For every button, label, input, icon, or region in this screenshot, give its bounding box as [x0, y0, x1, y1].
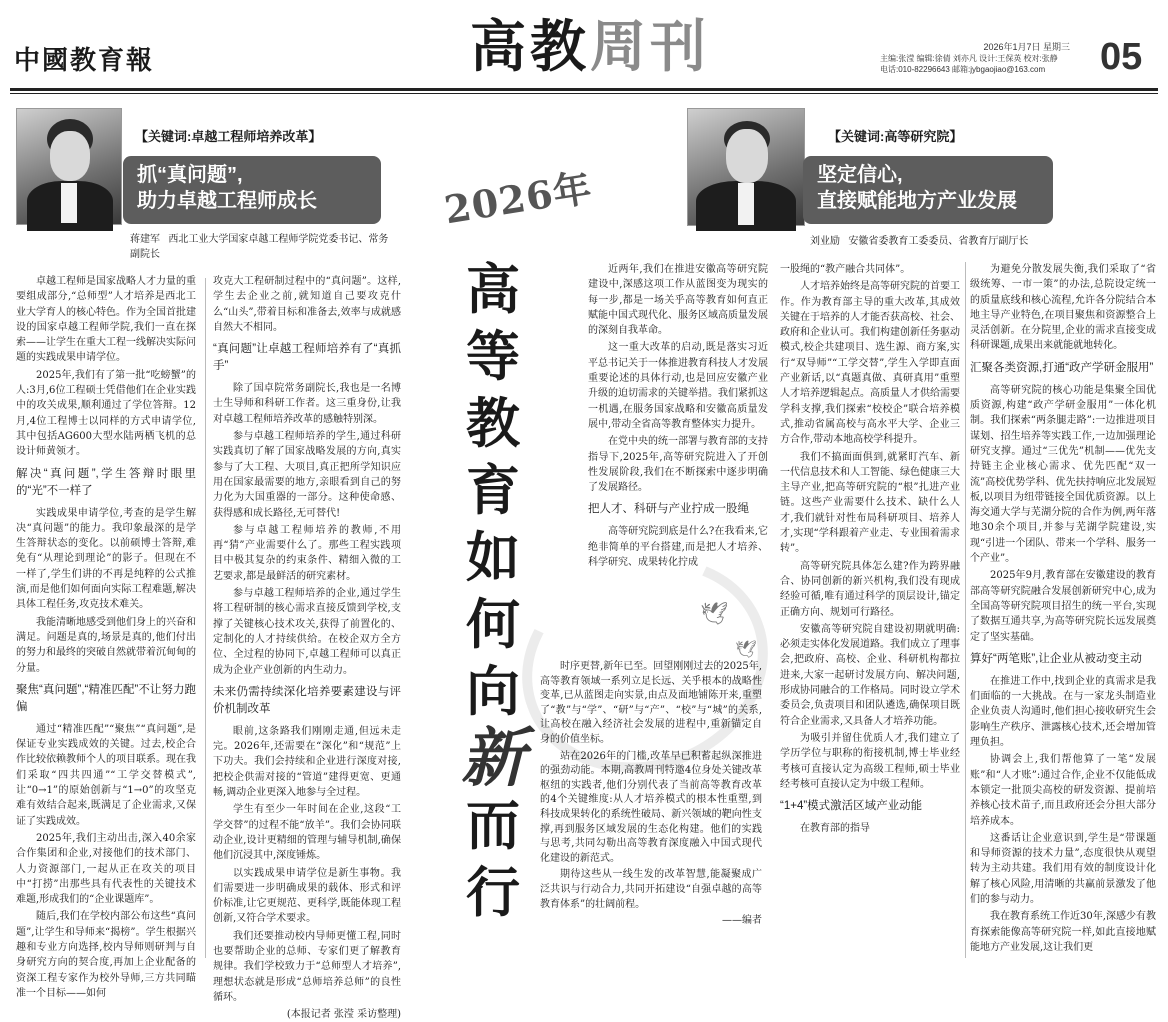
paragraph: 参与卓越工程师培养的学生,通过科研实践真切了解了国家战略发展的方向,真实参与了大工程、大项目,真正把所学知识应用在国家最需要的地方,亲眼看到自己的努力化为大国重器的一部分。这种使命感、获得感和成长路径,无可替代!	[213, 431, 401, 519]
portrait-photo-right	[687, 108, 805, 226]
headline-char: 向	[466, 660, 520, 723]
paragraph: 2025年,我们有了第一批“吃螃蟹”的人:3月,6位工程硕士凭借他们在企业实践中的攻关成果,顺利通过了学位答辩。12月,4位工程博士以同样的方式申请学位,其中包括AG600大型水陆两栖飞机的总设计师黄领才。	[16, 369, 196, 458]
paragraph: 实践成果申请学位,考查的是学生解决“真问题”的能力。我印象最深的是学生答辩状态的变化。以前硕博士答辩,难免有“从理论到理论”的影子。但现在不一样了,学生们讲的不再是纯粹的公式推演,而是他们如何面向实际工程难题,解决具体工程任务,攻克技术难关。	[16, 507, 196, 611]
article-column	[780, 262, 960, 962]
paragraph: 2025年9月,教育部在安徽建设的教育部高等研究院融合发展创新研究中心,成为全国高等研究院项目招生的统一平台,实现了数据互通共享,为高等研究院长远发展奠定了坚实基础。	[970, 570, 1156, 643]
paragraph: 通过“精准匹配”“聚焦”“真问题”,是保证专业实践成效的关键。过去,校企合作比较依赖教师个人的项目联系。现在我们采取“四共四通”“工学交替模式”,让“0→1”的原始创新与“1→0”的攻坚克难有效结合起来,既满足了企业需求,又保证了实践成效。	[16, 723, 196, 827]
banner-right-line2: 直接赋能地方产业发展	[817, 190, 1017, 212]
byline-left-name: 蒋建军	[130, 234, 160, 245]
byline-right-name: 刘业励	[810, 236, 840, 247]
masthead-rule-thin	[10, 93, 1158, 94]
paragraph: 我们不搞面面俱到,就紧盯汽车、新一代信息技术和人工智能、绿色健康三大主导产业,把高等研究院的“根”扎进产业链。这些产业需要什么技术、缺什么人才,我们就针对性布局科研项目、培养人才,实现“学科跟着产业走、专业围着需求转”。	[780, 451, 960, 555]
masthead-rule	[10, 88, 1158, 91]
banner-right-line1: 坚定信心,	[817, 164, 903, 186]
keyword-tag-left: 【关键词:卓越工程师培养改革】	[135, 129, 322, 144]
paragraph: 参与卓越工程师培养的教师,不用再“猜”产业需要什么了。那些工程实践项目中极其复杂的约束条件、精细入微的工艺要求,都是最鲜活的研究素材。	[213, 524, 401, 582]
paragraph: 眼前,这条路我们刚刚走通,但远未走完。2026年,还需要在“深化”和“规范”上下功夫。我们会持续和企业进行深度对接,把校企供需对接的“管道”建得更宽、更通畅,调动企业更深入地参与全过程。	[213, 725, 401, 799]
paragraph: 人才培养始终是高等研究院的首要工作。作为教育部主导的重大改革,其成效关键在于培养的人才能否获高校、社会、政府和企业认可。我们构建创新任务驱动模式,校企共建项目、选生源、商方案,实行“双导师”“工学交替”,学生入学即直面产业新话,以“真题真做、真研真用”重塑人才培养逻辑起点。高质量人才供给需要学科支撑,我们探索“校校企”联合培养模式,推动省属高校与高水平大学、企业三方合作,带动本地高校学科提升。	[780, 281, 960, 446]
headline-char: 而	[466, 794, 520, 857]
section-title-accent: 周刊	[590, 14, 710, 80]
headline-char: 等	[466, 325, 520, 388]
intro-paragraph: 站在2026年的门槛,改革早已积蓄起纵深推进的强劲动能。本期,高教周刊特邀4位身处关键改革枢纽的实践者,他们分别代表了当前高等教育改革的4个关键维度:从人才培养模式的根本性重塑,到科技成果转化的系统性破局、新兴领域的靶向性支撑,再到服务区域发展的生态化构建。他们的实践与思考,共同勾勒出高等教育深度融入中国式现代化建设的新范式。	[540, 750, 762, 864]
vertical-headline	[458, 256, 528, 926]
bird-icon: 🕊	[735, 640, 757, 660]
banner-left-line2: 助力卓越工程师成长	[137, 190, 317, 212]
intro-paragraph: 期待这些从一线生发的改革智慧,能凝聚成广泛共识与行动合力,共同开拓建设“自强卓越的高等教育体系”的壮阔前程。	[540, 869, 762, 910]
headline-char: 何	[466, 593, 520, 656]
byline-right-title: 安徽省委教育工委委员、省教育厅副厅长	[848, 236, 1029, 247]
article-column	[970, 262, 1156, 962]
editor-note: ——编者	[722, 915, 762, 927]
paragraph: 高等研究院到底是什么?在我看来,它绝非简单的平台搭建,而是把人才培养、科学研究、成果转化拧成	[588, 526, 768, 569]
byline-right	[810, 234, 1060, 249]
paragraph: 除了国卓院常务副院长,我也是一名博士生导师和科研工作者。这三重身份,让我对卓越工程师培养改革的感触特别深。	[213, 383, 401, 425]
headline-char: 如	[466, 526, 520, 589]
subheading: 解决“真问题”,学生答辩时眼里的“光”不一样了	[16, 467, 196, 497]
issue-info	[880, 42, 1070, 75]
paragraph: 我能清晰地感受到他们身上的兴奋和满足。问题是真的,场景是真的,他们付出的努力和最终的突破自然就带着沉甸甸的分量。	[16, 616, 196, 674]
paragraph: 协调会上,我们帮他算了一笔“发展账”和“人才账”:通过合作,企业不仅能低成本锁定一批顶尖高校的研发资源、提前培养核心技术苗子,而且政府还会分担大部分培养成本。	[970, 754, 1156, 827]
paragraph: 一股绳的“教产融合共同体”。	[780, 264, 911, 275]
paragraph: 在教育部的指导	[800, 823, 870, 835]
headline-char: 高	[466, 258, 520, 321]
subheading: “真问题”让卓越工程师培养有了“真抓手”	[213, 343, 401, 373]
article-column	[588, 262, 768, 602]
column-divider	[965, 262, 966, 958]
section-title	[470, 12, 710, 82]
newspaper-logo: 中國教育報	[14, 46, 155, 76]
portrait-photo-left	[16, 108, 122, 225]
paragraph: 在推进工作中,找到企业的真需求是我们面临的一大挑战。在与一家龙头制造业企业负责人沟通时,他们担心接收研究生会影响生产秩序、泄露核心技术,还会增加管理负担。	[970, 675, 1156, 749]
paragraph: 以实践成果申请学位是新生事物。我们需要进一步明确成果的载体、形式和评价标准,让它更规范、更科学,既能体现工程创新,又符合学术要求。	[213, 867, 401, 925]
paragraph: 攻克大工程研制过程中的“真问题”。这样,学生去企业之前,就知道自己要攻克什么“山头”,带着目标和准备去,效率与成就感自然大不相同。	[213, 276, 401, 333]
paragraph: 这番话让企业意识到,学生是“带课题和导师资源的技术力量”,态度很快从观望转为主动共建。我们用有效的制度设计化解了核心风险,用清晰的共赢前景激发了他们的参与动力。	[970, 832, 1156, 905]
byline-left	[130, 232, 390, 262]
subheading: 聚焦“真问题”,“精准匹配”不让努力跑偏	[16, 683, 196, 713]
paragraph: 学生有至少一年时间在企业,这段“工学交替”的过程不能“放羊”。我们会协同联动企业,设计更精细的管理与辅导机制,确保他们沉浸其中,深度锤炼。	[213, 804, 401, 862]
paragraph: 高等研究院具体怎么建?作为跨界融合、协同创新的新兴机构,我们没有现成经验可循,唯有通过科学的顶层设计,锚定正确方向、规划可行路径。	[780, 560, 960, 618]
headline-char: 行	[466, 861, 520, 924]
year-heading: 2026年	[441, 164, 596, 233]
paragraph: 参与卓越工程师培养的企业,通过学生将工程研制的核心需求直接反馈到学校,支撑了关键核心技术攻关,获得了前置化的、定制化的人才持续供给。在校企双方全方位、全过程的协同下,卓越工程师可以真正成为企业产业创新的内生动力。	[213, 588, 401, 676]
column-divider	[205, 278, 206, 958]
center-intro	[540, 660, 762, 960]
contact-line: 电话:010-82296643 邮箱:jybgaojiao@163.com	[880, 65, 1046, 74]
reporter-credit: (本报记者 张滢 采访整理)	[286, 1009, 401, 1021]
headline-char: 育	[466, 459, 520, 522]
paragraph: 我们还要推动校内导师更懂工程,同时也要帮助企业的总师、专家们更了解教育规律。我们学校致力于“总师型人才培养”,理想状态就是形成“总师培养总师”的良性循环。	[213, 930, 401, 1003]
intro-paragraph: 时序更替,新年已至。回望刚刚过去的2025年,高等教育领域一系列立足长远、关乎根本的战略性变革,已从蓝图走向实景,由点及面地铺陈开来,重塑了“教”与“学”、“研”与“产”、“校”与“城”的关系,让高校在融入经济社会发展的进程中,重新锚定自身的价值坐标。	[540, 661, 762, 745]
paragraph: 随后,我们在学校内部公布这些“真问题”,让学生和导师来“揭榜”。学生根据兴趣和专业方向选择,校内导师则研判与自身研究方向的契合度,再加上企业配备的资深工程专家作为校外导师,三方共同瞄准一个目标——如何	[16, 911, 196, 999]
paragraph: 2025年,我们主动出击,深入40余家合作集团和企业,对接他们的技术部门、人力资源部门,一起从正在攻关的项目中“打捞”出那些具有代表性的关键技术难题,形成我们的“企业课题库”。	[16, 832, 196, 906]
headline-char-xin: 新	[461, 721, 525, 796]
subheading: “1+4”模式激活区域产业动能	[780, 800, 923, 813]
article-banner-right	[803, 156, 1053, 224]
section-title-main: 高教	[470, 14, 590, 80]
paragraph: 安徽高等研究院自建设初期就明确:必须走实体化发展道路。我们成立了理事会,把政府、高校、企业、科研机构都拉进来,大家一起研讨发展方向、解决问题,形成协同融合的工作格局。同时设立学术委员会,负责项目和团队遴选,确保项目既符合企业需求,又具备人才培养功能。	[780, 623, 960, 727]
keyword-tag-right: 【关键词:高等研究院】	[828, 129, 963, 144]
paragraph: 这一重大改革的启动,既是落实习近平总书记关于一体推进教育科技人才发展重要论述的具体行动,也是回应安徽产业升级的迫切需求的关键举措。我们紧抓这一机遇,在服务国家战略和安徽高质量发展中,带动全省高等教育整体实力提升。	[588, 342, 768, 430]
paragraph: 为吸引并留住优质人才,我们建立了学历学位与职称的衔接机制,博士毕业经考核可直接认定为高级工程师,硕士毕业经考核可直接认定为中级工程师。	[780, 732, 960, 790]
subheading: 未来仍需持续深化培养要素建设与评价机制改革	[213, 685, 401, 715]
paragraph: 在党中央的统一部署与教育部的支持指导下,2025年,高等研究院进入了开创性发展阶段,我们在不断探索中逐步明确了发展路径。	[588, 436, 768, 494]
subheading: 把人才、科研与产业拧成一股绳	[588, 503, 749, 516]
banner-left-line1: 抓“真问题”,	[137, 164, 243, 186]
paragraph: 为避免分散发展失衡,我们采取了“省级统筹、一市一策”的办法,总院设定统一的质量底线和核心流程,允许各分院结合本地主导产业特色,在项目聚焦和资源整合上灵活创新。在分院里,企业的需求直接变成科研课题,成果出来就能就地转化。	[970, 264, 1156, 352]
byline-left-title: 西北工业大学国家卓越工程师学院党委书记、常务副院长	[130, 234, 389, 260]
subheading: 汇聚各类资源,打通“政产学研金服用”	[970, 361, 1154, 374]
paragraph: 近两年,我们在推进安徽高等研究院建设中,深感这项工作从蓝图变为现实的每一步,都是一场关乎高等教育如何直正赋能中国式现代化、服务区域高质量发展的深刻自我革命。	[588, 264, 768, 337]
staff-line: 主编:张滢 编辑:徐倩 刘亦凡 设计:王保英 校对:张静	[880, 54, 1058, 63]
issue-date: 2026年1月7日 星期三	[983, 42, 1070, 52]
page-number: 05	[1100, 36, 1143, 78]
article-column	[213, 274, 401, 1021]
article-column	[16, 274, 196, 999]
paragraph: 我在教育系统工作近30年,深感少有教育探索能像高等研究院一样,如此直接地赋能地方产业发展,这让我们更	[970, 911, 1156, 953]
paragraph: 高等研究院的核心功能是集聚全国优质资源,构建“政产学研金服用”一体化机制。我们探索“两条腿走路”:一边推进项目谋划、招生培养等实践工作,一边加强理论研究支撑。通过“三优先”机制——优先支持链主企业核心需求、优先匹配“双一流”高校优势学科、优先扶持响应北发展短板,以项目为纽带链接全国优质资源。以上海交通大学与芜湖分院的合作为例,两年落地30余个项目,并参与芜湖学院建设,实现“引进一个团队、带来一个学科、服务一个产业”。	[970, 384, 1156, 565]
headline-char: 教	[466, 392, 520, 455]
article-banner-left	[123, 156, 381, 224]
subheading: 算好“两笔账”,让企业从被动变主动	[970, 652, 1142, 665]
paragraph: 卓越工程师是国家战略人才力量的重要组成部分,“总师型”人才培养是西北工业大学育人的核心特色。作为全国首批建设的国家卓越工程师学院,我们一直在探索——让学生在重大工程一线解决实际问题的实践成果申请学位。	[16, 276, 196, 364]
bird-icon: 🕊	[700, 602, 728, 627]
